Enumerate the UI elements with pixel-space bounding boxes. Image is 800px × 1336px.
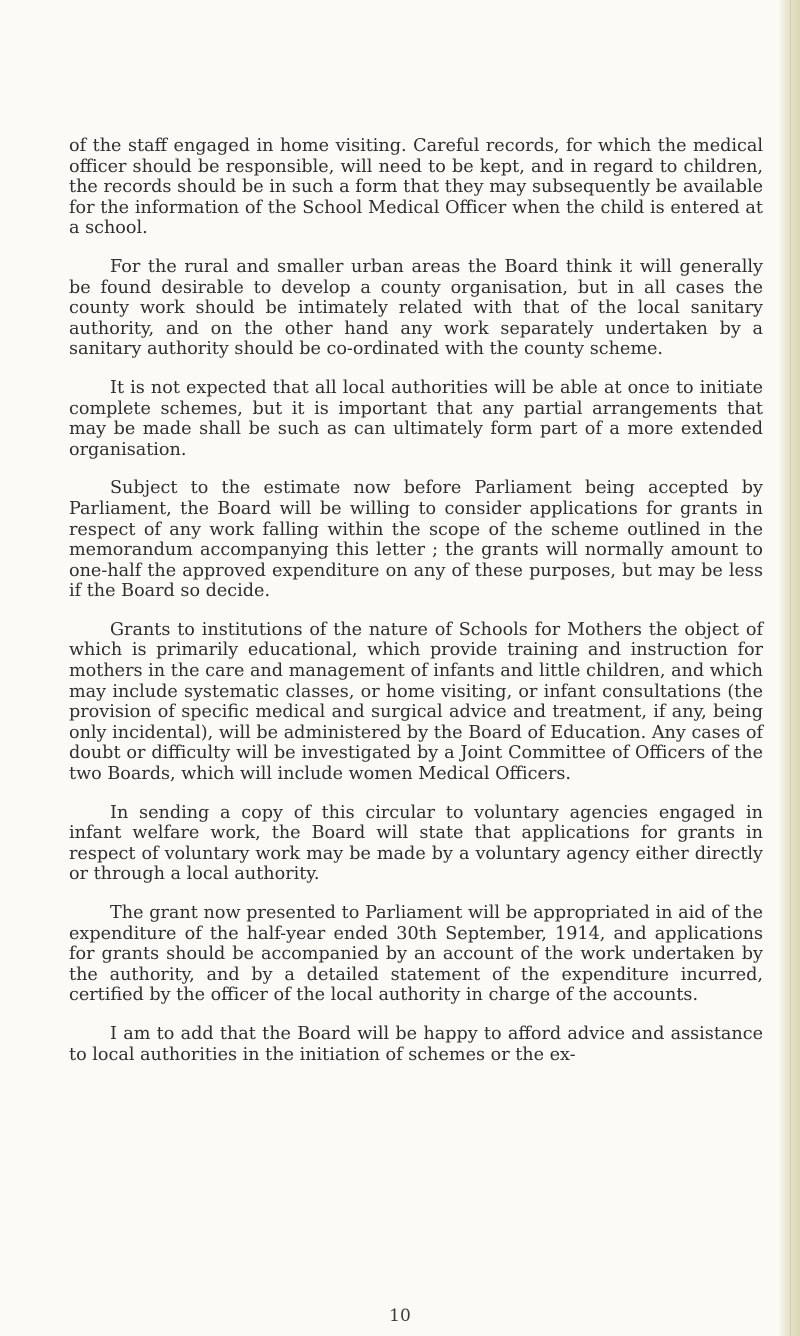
paragraph-3: It is not expected that all local authorities will be able at once to initiate complete schemes, but it is important that any partial arrangements that may be made shall be such as can ultimately form part of a more extended organisation.: [69, 377, 763, 460]
page-number: 10: [389, 1306, 411, 1326]
page-edge-line: [790, 0, 791, 1336]
paragraph-5: Grants to institutions of the nature of Schools for Mothers the object of which is primarily educational, which provide training and instruction for mothers in the care and management of infants and little children, and which may include systematic classes, or home visiting, or infant consultations (the provision of specific medical and surgical advice and treatment, if any, being only incidental), will be administered by the Board of Education. Any cases of doubt or difficulty will be investigated by a Joint Committee of Officers of the two Boards, which will include women Medical Officers.: [69, 619, 763, 785]
paragraph-1: of the staff engaged in home visiting. Careful records, for which the medical officer should be responsible, will need to be kept, and in regard to children, the records should be in such a form that they may subsequently be available for the information of the School Medical Officer when the child is entered at a school.: [69, 136, 763, 239]
paragraph-8: I am to add that the Board will be happy to afford advice and assistance to local authorities in the initiation of schemes or the ex-: [69, 1023, 763, 1065]
paragraph-2: For the rural and smaller urban areas the Board think it will generally be found desirable to develop a county organisation, but in all cases the county work should be intimately related with that of the local sanitary authority, and on the other hand any work separately undertaken by a sanitary authority should be co-ordinated with the county scheme.: [69, 256, 763, 360]
page-edge-shadow: [778, 0, 800, 1336]
document-body: [69, 136, 763, 1083]
paragraph-7: The grant now presented to Parliament will be appropriated in aid of the expenditure of the half-year ended 30th September, 1914, and applications for grants should be accompanied by an account of the work undertaken by the authority, and by a detailed statement of the expenditure incurred, certified by the officer of the local authority in charge of the accounts.: [69, 903, 763, 1006]
paragraph-6: In sending a copy of this circular to voluntary agencies engaged in infant welfare work, the Board will state that applications for grants in respect of voluntary work may be made by a voluntary agency either directly or through a local authority.: [69, 802, 763, 885]
paragraph-4: Subject to the estimate now before Parliament being accepted by Parliament, the Board will be willing to consider applications for grants in respect of any work falling within the scope of the scheme outlined in the memorandum accompanying this letter ; the grants will normally amount to one-half the approved expenditure on any of these purposes, but may be less if the Board so decide.: [69, 478, 763, 602]
